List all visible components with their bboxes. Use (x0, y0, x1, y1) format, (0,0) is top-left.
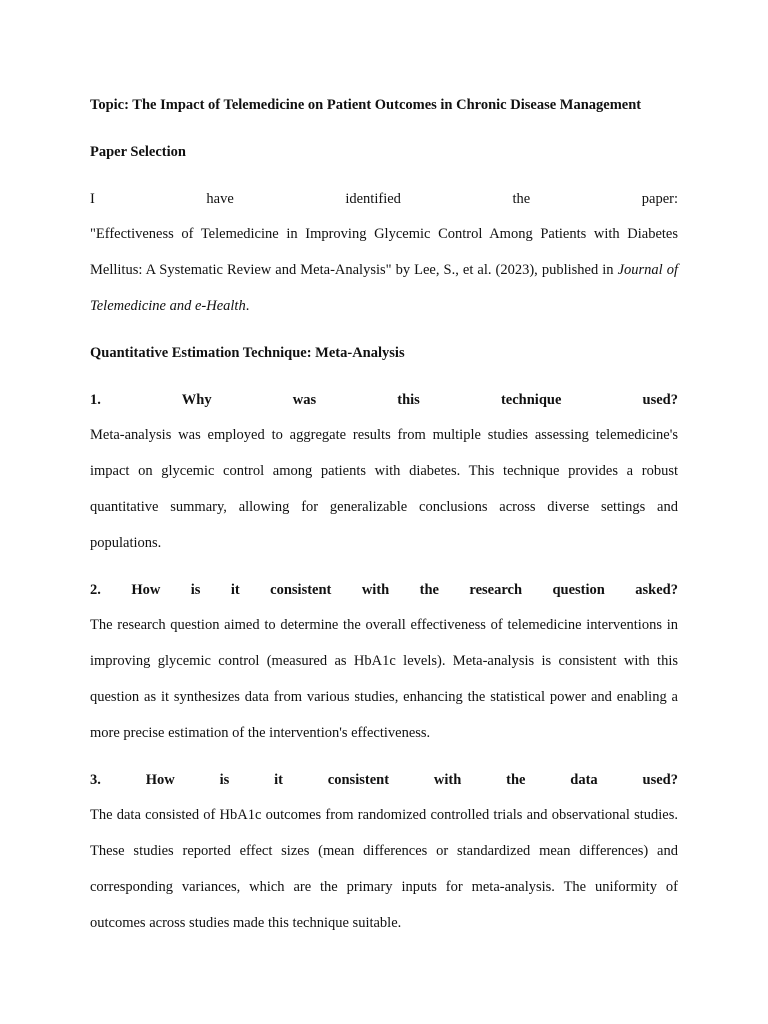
question-heading: 3. How is it consistent with the data used? (90, 771, 678, 788)
topic-heading: Topic: The Impact of Telemedicine on Patient Outcomes in Chronic Disease Management (90, 97, 642, 113)
question-answer: The research question aimed to determine the overall effectiveness of telemedicine interventions in improving glycemic control (measured as HbA1c levels). Meta-analysis is consistent with this question as it synthesizes data from various studies, enhancing the statistical power and enabling a more precise estimation of the intervention's effectiveness. (90, 617, 678, 741)
paper-journal: Journal of Telemedicine and e-Health (90, 262, 678, 314)
paper-citation-text: "Effectiveness of Telemedicine in Improving Glycemic Control Among Patients with Diabetes Mellitus: A Systematic Review and Meta-Analysis" by Lee, S., et al. (2023), published in (90, 226, 678, 279)
question-block-1 (90, 383, 678, 562)
paper-selection-heading: Paper Selection (90, 143, 186, 160)
technique-heading: Quantitative Estimation Technique: Meta-Analysis (90, 344, 405, 361)
question-heading: 1. Why was this technique used? (90, 391, 678, 408)
document-page (90, 88, 678, 953)
question-answer: Meta-analysis was employed to aggregate results from multiple studies assessing telemedicine's impact on glycemic control among patients with diabetes. This technique provides a robust quantitative summary, allowing for generalizable conclusions across diverse settings and populations. (90, 427, 678, 551)
question-block-3 (90, 763, 678, 942)
question-block-2 (90, 573, 678, 752)
question-answer: The data consisted of HbA1c outcomes from randomized controlled trials and observational studies. These studies reported effect sizes (mean differences or standardized mean differences) and corresponding variances, which are the primary inputs for meta-analysis. The uniformity of outcomes across studies made this technique suitable. (90, 807, 678, 931)
paper-selection-paragraph (90, 182, 678, 325)
question-heading: 2. How is it consistent with the research question asked? (90, 581, 678, 598)
paper-citation-end: . (245, 297, 250, 314)
paper-intro-line: I have identified the paper: (90, 190, 678, 207)
paper-citation (90, 217, 678, 324)
